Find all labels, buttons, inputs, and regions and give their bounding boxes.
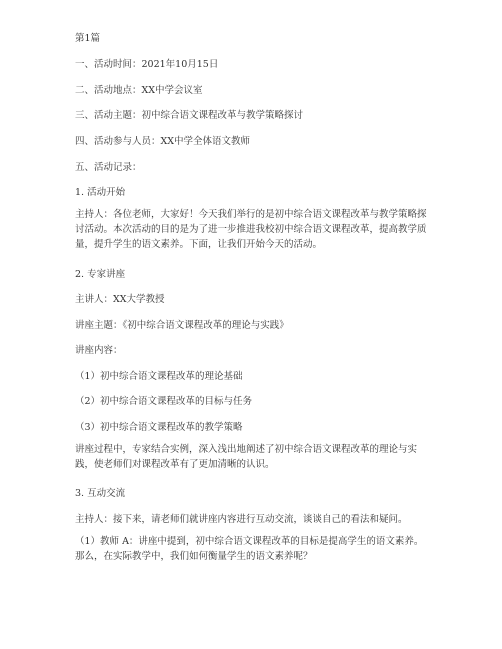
part1-heading: 1. 活动开始 xyxy=(75,187,126,198)
activity-participants: 四、活动参与人员：XX中学全体语文教师 xyxy=(75,136,251,147)
lecture-point: （1）初中综合语文课程改革的理论基础 xyxy=(75,371,243,382)
lecture-speaker: 主讲人：XX大学教授 xyxy=(75,294,165,305)
part1-text: 主持人：各位老师，大家好！今天我们举行的是初中综合语文课程改革与教学策略探讨活动。本次活动的目的是为了进一步推进我校初中综合语文课程改革，提高教学质量，提升学生的语文素养。下面，让我们开始今天的活动。 xyxy=(75,209,427,250)
part2-heading: 2. 专家讲座 xyxy=(75,269,126,280)
part3-heading: 3. 互动交流 xyxy=(75,488,126,499)
lecture-topic: 讲座主题：《初中综合语文课程改革的理论与实践》 xyxy=(75,320,289,331)
lecture-point: （2）初中综合语文课程改革的目标与任务 xyxy=(75,396,253,407)
teacher-question: （1）教师 A：讲座中提到，初中综合语文课程改革的目标是提高学生的语文素养。那么，在实际教学中，我们如何衡量学生的语文素养呢？ xyxy=(75,536,424,562)
activity-time: 一、活动时间：2021年10月15日 xyxy=(75,59,219,70)
section-heading: 第1篇 xyxy=(75,33,101,44)
lecture-summary: 讲座过程中，专家结合实例，深入浅出地阐述了初中综合语文课程改革的理论与实践，使老师们对课程改革有了更加清晰的认识。 xyxy=(75,444,418,470)
host-prompt: 主持人：接下来，请老师们就讲座内容进行互动交流，谈谈自己的看法和疑问。 xyxy=(75,514,408,525)
lecture-content-label: 讲座内容： xyxy=(75,345,123,356)
lecture-point: （3）初中综合语文课程改革的教学策略 xyxy=(75,422,243,433)
activity-location: 二、活动地点：XX中学会议室 xyxy=(75,85,203,96)
activity-theme: 三、活动主题：初中综合语文课程改革与教学策略探讨 xyxy=(75,110,304,121)
activity-record-label: 五、活动记录： xyxy=(75,162,142,173)
